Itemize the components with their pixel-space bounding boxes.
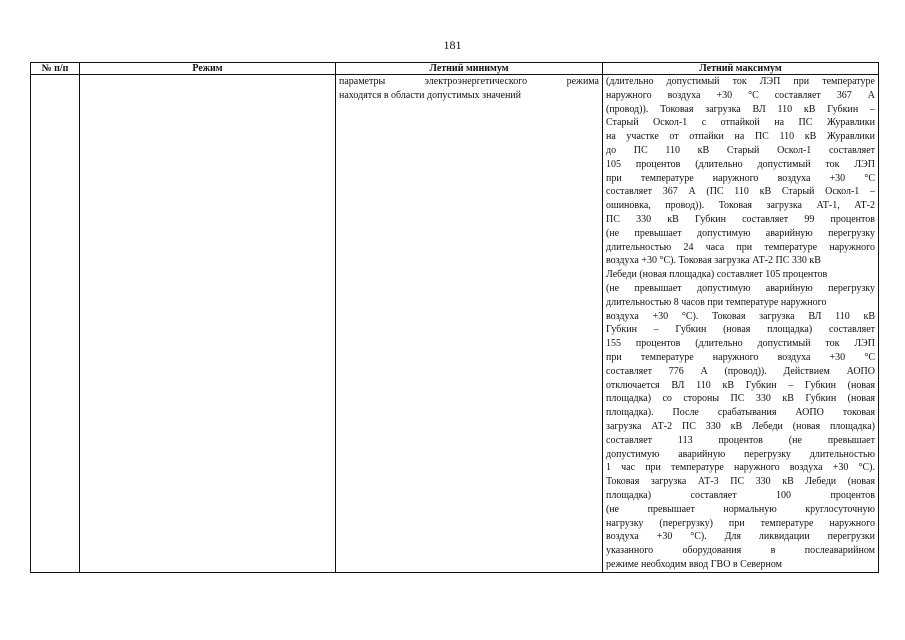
header-summer-min: Летний минимум — [336, 63, 603, 75]
text-line: допустимую аварийную перегрузку длительностью — [606, 448, 875, 460]
text-line: (длительно допустимый ток ЛЭП при температуре — [606, 76, 875, 87]
text-line: 155 процентов (длительно допустимый ток ЛЭП — [606, 338, 875, 350]
text-line: 1 час при температуре наружного воздуха +30 °С). — [606, 462, 875, 474]
header-regime: Режим — [80, 63, 336, 75]
text-line: (не превышает допустимую аварийную перегрузку — [606, 227, 875, 239]
text-line: составляет 113 процентов (не превышает — [606, 434, 875, 446]
summer-max-text — [603, 75, 878, 572]
text-line: (не превышает нормальную круглосуточную — [606, 503, 875, 515]
text-line: отключается ВЛ 110 кВ Губкин – Губкин (новая — [606, 379, 875, 391]
text-line: (провод)). Токовая загрузка ВЛ 110 кВ Губкин – — [606, 103, 875, 115]
text-line: воздуха +30 °С). Токовая загрузка ВЛ 110 кВ — [606, 310, 875, 322]
text-line: наружного воздуха +30 °С составляет 367 А — [606, 89, 875, 101]
text-line: Губкин – Губкин (новая площадка) составляет — [606, 324, 875, 336]
text-line: Лебеди (новая площадка) составляет 105 процентов — [606, 269, 828, 281]
cell-summer-min — [336, 75, 603, 573]
text-line: длительностью 24 часа при температуре наружного — [606, 241, 875, 253]
cell-summer-max — [603, 75, 879, 573]
text-line: составляет 776 А (провод)). Действием АОПО — [606, 365, 875, 377]
text-line: при температуре наружного воздуха +30 °С — [606, 351, 875, 363]
header-number: № п/п — [31, 63, 80, 75]
text-line: ошиновка, провод)). Токовая загрузка АТ-1, АТ-2 — [606, 200, 875, 212]
text-line: длительностью 8 часов при температуре наружного — [606, 296, 827, 308]
text-line: площадка) со стороны ПС 330 кВ Губкин (новая — [606, 393, 875, 405]
text-line: загрузка АТ-2 ПС 330 кВ Лебеди (новая площадка) — [606, 420, 875, 432]
summer-min-text — [336, 75, 602, 103]
text-line: 105 процентов (длительно допустимый ток ЛЭП — [606, 158, 875, 170]
header-summer-max: Летний максимум — [603, 63, 879, 75]
text-line: (не превышает допустимую аварийную перегрузку — [606, 282, 875, 294]
regime-table — [30, 62, 879, 573]
text-line: площадка) составляет 100 процентов — [606, 489, 875, 501]
text-line: находятся в области допустимых значений — [339, 89, 521, 101]
cell-number — [31, 75, 80, 573]
text-line: до ПС 110 кВ Старый Оскол-1 составляет — [606, 144, 875, 156]
text-line: составляет 367 А (ПС 110 кВ Старый Оскол-1 – — [606, 186, 875, 198]
cell-regime — [80, 75, 336, 573]
text-line: Токовая загрузка АТ-3 ПС 330 кВ Лебеди (новая — [606, 476, 875, 488]
text-line: воздуха +30 °С). Токовая загрузка АТ-2 ПС 330 кВ — [606, 255, 821, 267]
text-line: ПС 330 кВ Губкин составляет 99 процентов — [606, 213, 875, 225]
text-line: указанного оборудования в послеаварийном — [606, 545, 875, 557]
text-line: при температуре наружного воздуха +30 °С — [606, 172, 875, 184]
text-line: режиме необходим ввод ГВО в Северном — [606, 558, 782, 570]
text-line: воздуха +30 °С). Для ликвидации перегрузки — [606, 531, 875, 543]
table-header-row — [31, 63, 879, 75]
text-line: площадка). После срабатывания АОПО токовая — [606, 407, 875, 419]
text-line: нагрузку (перегрузку) при температуре наружного — [606, 517, 875, 529]
text-line: параметры электроэнергетического режима — [339, 76, 599, 87]
text-line: на участке от отпайки на ПС 110 кВ Журавлики — [606, 131, 875, 143]
table-row — [31, 75, 879, 573]
text-line: Старый Оскол-1 с отпайкой на ПС Журавлики — [606, 117, 875, 129]
page-number: 181 — [443, 38, 462, 52]
